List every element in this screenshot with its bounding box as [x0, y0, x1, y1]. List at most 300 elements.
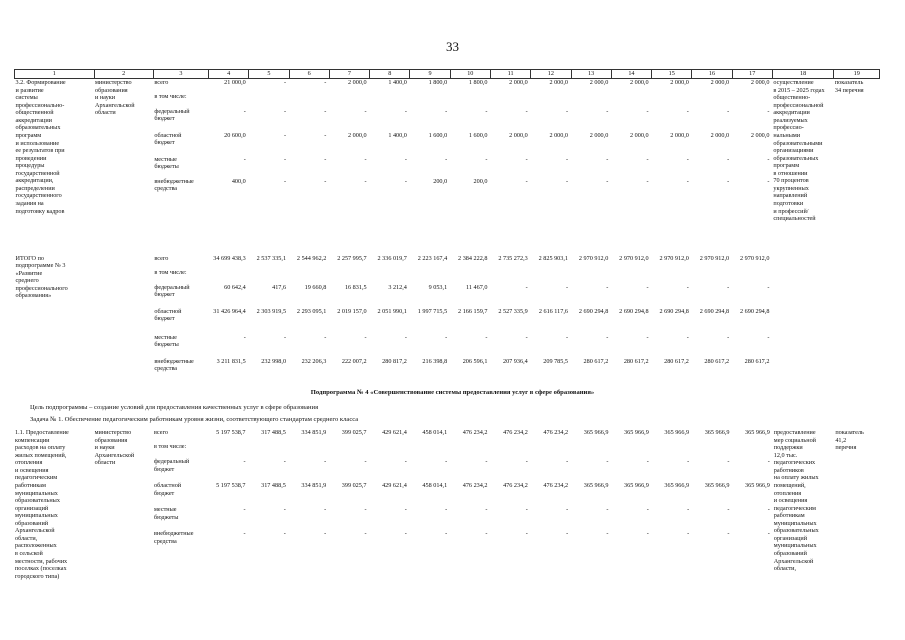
measure-1-1-result-line: на оплату жилых: [773, 474, 819, 482]
amount-cell: 365 966,9: [745, 429, 770, 436]
amount-cell: -: [283, 177, 287, 185]
amount-cell: [490, 269, 530, 284]
amount-cell: -: [767, 333, 770, 341]
amount-cell: 2 690 294,8: [740, 307, 770, 315]
measure-3-2-name-line: задания на: [15, 200, 44, 207]
funding-source-line: областной: [154, 307, 182, 315]
amount-cell: 399 025,7: [341, 482, 367, 489]
amount-cell: -: [324, 333, 327, 341]
amount-cell: -: [364, 458, 367, 465]
measure-1-1-name-line: организаций: [15, 504, 49, 512]
amount-cell: -: [485, 333, 488, 341]
amount-cell: 20 600,0: [224, 131, 246, 139]
measure-1-1-row: [14, 429, 880, 443]
amount-cell: -: [565, 333, 568, 341]
spacer-cell: [15, 246, 880, 255]
amount-cell: -: [525, 506, 528, 513]
funding-source: [153, 269, 208, 284]
amount-cell: 11 467,0: [466, 283, 488, 291]
amount-cell: 2 257 995,7: [337, 254, 367, 262]
amount-cell: [611, 269, 651, 284]
measure-1-1-name-line: и освещения: [15, 466, 49, 474]
amount-cell: 1 600,0: [428, 131, 448, 139]
amount-cell: -: [727, 283, 730, 291]
measure-3-2-row: [15, 79, 880, 93]
measure-3-2-executor-line: и науки: [95, 94, 116, 102]
measure-3-2-name-line: и использование: [15, 139, 60, 147]
amount-cell: [692, 93, 732, 108]
measure-1-1-name-line: отопления: [15, 459, 43, 467]
subprogram-3-total-name-line: образования»: [15, 292, 52, 300]
amount-cell: 476 234,2: [503, 429, 528, 436]
amount-cell: 1 400,0: [388, 131, 407, 139]
column-number: 5: [249, 70, 289, 79]
amount-cell: 2 000,0: [710, 131, 730, 139]
measure-1-1-name-line: расположенных: [15, 542, 57, 550]
column-number: 16: [692, 70, 732, 79]
amount-cell: -: [687, 458, 690, 465]
amount-cell: -: [525, 177, 528, 185]
measure-1-1-name-line: городского типа): [15, 572, 60, 580]
funding-source: [153, 429, 208, 443]
funding-source-line: бюджет: [154, 315, 175, 323]
amount-cell: -: [364, 155, 367, 163]
subprogram-3-total-row: [15, 255, 880, 269]
amount-cell: -: [324, 458, 327, 465]
measure-3-2-result-line: реализуемых: [773, 116, 808, 124]
amount-cell: [208, 269, 248, 284]
amount-cell: 429 621,4: [382, 482, 407, 489]
measure-1-1-name-line: муниципальных: [15, 512, 58, 520]
amount-cell: -: [525, 107, 528, 115]
measure-1-1-result-line: работников: [773, 466, 804, 474]
subprogram-goal: Цель подпрограммы – создание условий для предоставления качественных услуг в сфере образования: [30, 404, 319, 411]
amount-cell: 207 936,4: [502, 357, 528, 365]
amount-cell: 2 735 272,3: [498, 254, 528, 262]
subprogram-3-total-name-line: профессионального: [15, 284, 68, 292]
amount-cell: [531, 269, 571, 284]
column-number: 15: [652, 70, 692, 79]
measure-3-2-name-line: 3.2. Формирование: [15, 79, 66, 86]
amount-cell: [249, 93, 289, 108]
funding-source-line: бюджет: [154, 115, 175, 123]
measure-3-2-result-line: укрупненных: [773, 184, 809, 192]
amount-cell: 222 007,2: [341, 357, 367, 365]
measure-3-2-name-line: общественной: [15, 109, 54, 117]
amount-cell: -: [283, 79, 287, 86]
measure-1-1-result-line: муниципальных: [773, 519, 817, 527]
amount-cell: [490, 93, 530, 108]
amount-cell: -: [364, 107, 367, 115]
amount-cell: 280 617,2: [664, 357, 689, 365]
measure-3-2-result-line: 70 процентов: [773, 177, 809, 185]
amount-cell: 429 621,4: [382, 429, 407, 436]
amount-cell: -: [646, 177, 649, 185]
amount-cell: 2 000,0: [589, 79, 609, 86]
column-number: 17: [732, 70, 772, 79]
amount-cell: -: [243, 107, 246, 115]
amount-cell: -: [364, 333, 367, 341]
funding-source: [153, 308, 208, 334]
amount-cell: -: [525, 155, 528, 163]
funding-source-line: всего: [154, 429, 168, 436]
amount-cell: 476 234,2: [543, 429, 569, 436]
measure-1-1-name-line: образований: [15, 519, 49, 527]
funding-source: [153, 458, 208, 482]
amount-cell: -: [404, 506, 407, 513]
amount-cell: 2 970 912,0: [619, 254, 649, 262]
amount-cell: -: [727, 458, 730, 465]
amount-cell: -: [445, 107, 448, 115]
amount-cell: 2 051 990,1: [377, 307, 407, 315]
funding-source-line: в том числе:: [154, 443, 187, 450]
measure-3-2-executor-line: образования: [95, 86, 128, 94]
amount-cell: 209 785,5: [543, 357, 568, 365]
measure-3-2-result-line: специальностей: [773, 215, 816, 223]
amount-cell: [571, 443, 611, 458]
column-number-row: [15, 70, 880, 79]
measure-1-1-executor-line: образования: [94, 436, 128, 444]
amount-cell: 2 000,0: [348, 131, 367, 139]
amount-cell: 2 690 294,8: [619, 307, 649, 315]
amount-cell: [329, 443, 369, 458]
measure-3-2-name-line: аккредитации,: [15, 177, 54, 185]
amount-cell: -: [606, 530, 609, 537]
column-number: 12: [531, 70, 571, 79]
funding-source-line: внебюджетные: [154, 177, 194, 185]
amount-cell: -: [283, 107, 287, 115]
measure-3-2-result-line: образовательных: [773, 154, 819, 162]
amount-cell: 476 234,2: [462, 429, 488, 436]
measure-1-1-name-line: местности, рабочих: [15, 557, 68, 565]
column-number: 14: [611, 70, 651, 79]
amount-cell: -: [445, 333, 448, 341]
amount-cell: [329, 269, 369, 284]
measure-3-2-result-line: в 2015 – 2025 годах: [773, 86, 825, 94]
amount-cell: -: [727, 155, 730, 163]
amount-cell: -: [767, 107, 770, 115]
amount-cell: -: [686, 107, 689, 115]
amount-cell: 365 966,9: [583, 482, 609, 489]
amount-cell: -: [324, 155, 327, 163]
measure-3-2-result-line: организациями: [773, 147, 814, 155]
measure-3-2-indicator-line: показатель: [834, 79, 864, 86]
measure-1-1-name: [14, 429, 94, 638]
funding-source: [153, 132, 208, 156]
amount-cell: -: [485, 506, 488, 513]
amount-cell: 280 617,2: [744, 357, 770, 365]
amount-cell: 365 966,9: [664, 429, 690, 436]
measure-1-1-indicator: [834, 429, 880, 638]
amount-cell: -: [767, 177, 770, 185]
amount-cell: -: [243, 458, 246, 465]
funding-source: [153, 358, 208, 380]
amount-cell: [611, 443, 651, 458]
amount-cell: [289, 93, 329, 108]
column-number: 2: [94, 70, 153, 79]
measure-3-2-name-line: программ: [15, 131, 42, 139]
amount-cell: 2 000,0: [750, 79, 770, 86]
measure-3-2-name: [15, 79, 95, 246]
funding-source-line: бюджеты: [154, 163, 179, 171]
amount-cell: -: [566, 506, 569, 513]
amount-cell: [652, 269, 692, 284]
amount-cell: -: [364, 530, 367, 537]
funding-source: [153, 284, 208, 308]
funding-source-line: областной: [154, 131, 182, 139]
amount-cell: -: [445, 155, 448, 163]
amount-cell: -: [283, 155, 287, 163]
amount-cell: 1 997 715,5: [417, 307, 448, 315]
amount-cell: 2 000,0: [750, 131, 770, 139]
amount-cell: [249, 269, 289, 284]
amount-cell: -: [283, 131, 287, 139]
amount-cell: 365 966,9: [704, 482, 730, 489]
funding-source-line: бюджет: [154, 465, 175, 473]
amount-cell: 365 966,9: [583, 429, 609, 436]
amount-cell: [732, 93, 772, 108]
measure-3-2-executor-line: Архангельской: [95, 101, 135, 109]
amount-cell: -: [324, 79, 327, 86]
amount-cell: 2 616 117,6: [538, 307, 568, 315]
amount-cell: -: [646, 283, 649, 291]
amount-cell: -: [485, 530, 488, 537]
amount-cell: -: [243, 155, 246, 163]
measure-1-1-indicator-line: 41,2: [835, 436, 847, 444]
funding-source-line: местные: [154, 506, 177, 513]
subprogram-title: Подпрограмма № 4 «Совершенствование системы предоставления услуг в сфере образования»: [310, 389, 595, 396]
funding-source-line: всего: [154, 254, 169, 262]
measure-1-1-executor-line: Архангельской: [94, 451, 135, 459]
amount-cell: 2 825 903,1: [538, 254, 568, 262]
amount-cell: -: [727, 333, 730, 341]
amount-cell: -: [525, 458, 528, 465]
measure-1-1-result-line: Архангельской: [773, 557, 814, 565]
measure-3-2-result: [772, 79, 833, 246]
amount-cell: 2 690 294,8: [578, 307, 609, 315]
funding-source: [153, 178, 208, 246]
amount-cell: 1 800,0: [468, 79, 488, 86]
amount-cell: 2 000,0: [549, 131, 568, 139]
funding-source-line: федеральный: [154, 283, 190, 291]
amount-cell: 458 014,1: [422, 482, 448, 489]
amount-cell: -: [566, 458, 569, 465]
amount-cell: -: [606, 155, 609, 163]
measure-1-1-executor: [94, 429, 153, 638]
measure-1-1-result-line: 12,0 тыс.: [773, 451, 798, 459]
funding-source-line: федеральный: [154, 458, 190, 465]
amount-cell: -: [485, 107, 488, 115]
amount-cell: 2 527 335,9: [498, 307, 528, 315]
amount-cell: -: [525, 530, 528, 537]
measure-3-2-result-line: нальными: [773, 131, 801, 139]
amount-cell: [531, 93, 571, 108]
funding-source-line: средства: [154, 185, 178, 193]
measure-3-2-name-line: профессионально-: [15, 101, 65, 109]
funding-source-line: бюджеты: [154, 341, 179, 349]
amount-cell: -: [686, 177, 689, 185]
amount-cell: -: [606, 333, 609, 341]
amount-cell: -: [646, 155, 649, 163]
funding-source: [153, 482, 208, 506]
amount-cell: 399 025,7: [341, 429, 367, 436]
page-number: 33: [446, 39, 459, 54]
measure-1-1-name-line: жилых помещений,: [15, 451, 67, 459]
amount-cell: 2 970 912,0: [578, 254, 609, 262]
amount-cell: 2 544 962,2: [296, 254, 327, 262]
amount-cell: [370, 443, 410, 458]
amount-cell: -: [404, 177, 407, 185]
funding-source: [153, 530, 208, 638]
amount-cell: [652, 93, 692, 108]
measure-3-2-name-line: образовательных: [15, 124, 61, 132]
measure-1-1-result-line: мер социальной: [773, 436, 816, 444]
amount-cell: 365 966,9: [664, 482, 690, 489]
amount-cell: [611, 93, 651, 108]
amount-cell: 3 212,4: [388, 283, 407, 291]
measure-3-2-name-line: распределении: [15, 184, 55, 192]
subprogram-3-total-executor: [94, 255, 153, 380]
amount-cell: 476 234,2: [503, 482, 528, 489]
measure-1-1-indicator-line: перечня: [835, 444, 857, 452]
subprogram-task: Задача № 1. Обеспечение педагогическим работникам уровня жизни, соответствующего стандартам среднего класса: [30, 416, 359, 423]
subprogram-3-total-name-line: среднего: [15, 277, 39, 285]
measure-1-1-name-line: муниципальных: [15, 489, 58, 497]
amount-cell: -: [767, 458, 770, 465]
measure-3-2-name-line: проведении: [15, 154, 47, 162]
funding-source-line: федеральный: [154, 107, 190, 115]
amount-cell: 206 596,1: [462, 357, 488, 365]
amount-cell: -: [767, 530, 770, 537]
measure-1-1-result-line: и освещения: [773, 497, 808, 505]
funding-source: [153, 108, 208, 132]
measure-1-1-name-line: 1.1. Предоставление: [15, 429, 69, 436]
amount-cell: 280 617,2: [583, 357, 609, 365]
amount-cell: 334 851,9: [301, 482, 327, 489]
amount-cell: -: [404, 530, 407, 537]
measure-1-1-result-line: образований: [773, 550, 807, 557]
column-number: 10: [450, 70, 490, 79]
funding-source-line: бюджет: [154, 489, 175, 497]
amount-cell: -: [364, 506, 367, 513]
amount-cell: 9 053,1: [428, 283, 448, 291]
amount-cell: -: [767, 283, 770, 291]
amount-cell: [208, 443, 248, 458]
amount-cell: -: [283, 333, 287, 341]
measure-1-1-name-line: образовательных: [15, 497, 60, 505]
amount-cell: -: [606, 107, 609, 115]
funding-source: [153, 93, 208, 108]
funding-source-line: внебюджетные: [154, 530, 194, 537]
amount-cell: -: [283, 530, 286, 537]
amount-cell: -: [445, 530, 448, 537]
funding-source-line: внебюджетные: [154, 357, 194, 365]
amount-cell: 1 800,0: [428, 79, 448, 86]
amount-cell: -: [606, 177, 609, 185]
measure-1-1-name-line: в сельской: [15, 550, 43, 557]
amount-cell: 417,6: [272, 283, 287, 291]
measure-3-2-name-line: государственной: [15, 169, 60, 177]
funding-source-line: средства: [154, 537, 177, 545]
amount-cell: -: [686, 155, 689, 163]
amount-cell: -: [243, 506, 246, 513]
measure-3-2-result-line: программ: [773, 162, 800, 170]
amount-cell: -: [727, 107, 730, 115]
amount-cell: 2 166 159,7: [458, 307, 488, 315]
measure-3-2-name-line: аккредитации: [15, 116, 52, 124]
funding-source-line: местные: [154, 333, 177, 341]
amount-cell: [652, 443, 692, 458]
funding-source-line: всего: [154, 79, 169, 86]
measure-3-2-executor-line: министерство: [95, 79, 132, 86]
measure-3-2-executor: [94, 79, 153, 246]
amount-cell: [692, 269, 732, 284]
measure-1-1-result: [773, 429, 835, 638]
measure-3-2-result-line: профессиональной: [773, 101, 824, 109]
measure-3-2-result-line: направлений: [773, 192, 808, 200]
amount-cell: 2 000,0: [549, 79, 568, 86]
amount-cell: [732, 269, 772, 284]
measure-1-1-name-line: области,: [15, 534, 38, 542]
amount-cell: -: [324, 177, 327, 185]
measure-1-1-result-line: помещений,: [773, 481, 806, 489]
amount-cell: -: [525, 333, 528, 341]
amount-cell: -: [565, 177, 568, 185]
amount-cell: [692, 443, 732, 458]
amount-cell: [289, 443, 329, 458]
amount-cell: 317 488,5: [261, 482, 286, 489]
amount-cell: -: [485, 155, 488, 163]
measure-1-1-result-line: предоставление: [773, 429, 816, 436]
amount-cell: 2 970 912,0: [740, 254, 770, 262]
measure-1-1-result-line: муниципальных: [773, 542, 817, 550]
amount-cell: 2 000,0: [670, 131, 689, 139]
amount-cell: [732, 443, 772, 458]
column-number: 13: [571, 70, 611, 79]
amount-cell: 2 293 095,1: [296, 307, 327, 315]
amount-cell: 5 197 538,7: [216, 429, 246, 436]
amount-cell: 3 211 831,5: [216, 357, 246, 365]
funding-source-line: в том числе:: [154, 92, 187, 100]
column-number: 3: [153, 70, 208, 79]
amount-cell: -: [767, 506, 770, 513]
amount-cell: -: [404, 107, 407, 115]
measure-3-2-name-line: системы: [15, 94, 38, 102]
amount-cell: -: [727, 506, 730, 513]
amount-cell: [370, 93, 410, 108]
subprogram-3-total-name-line: «Развитие: [15, 269, 43, 277]
amount-cell: 280 817,2: [382, 357, 407, 365]
funding-source-line: средства: [154, 365, 178, 373]
measure-1-1-name-line: Архангельской: [15, 527, 55, 535]
measure-1-1-name-line: расходов на оплату: [15, 444, 66, 452]
measure-3-2-executor-line: области: [95, 109, 116, 117]
amount-cell: 31 426 964,4: [213, 307, 246, 315]
amount-cell: [289, 269, 329, 284]
amount-cell: 458 014,1: [422, 429, 448, 436]
subprogram-3-total-name-line: ИТОГО по: [15, 254, 44, 262]
spacer-row: [15, 246, 880, 255]
measure-1-1-result-line: образовательных: [773, 527, 819, 535]
program-table: [14, 69, 880, 380]
amount-cell: -: [606, 506, 609, 513]
measure-1-1-result-line: области,: [773, 565, 797, 573]
measure-1-1-result-line: отопления: [773, 489, 802, 497]
amount-cell: 60 642,4: [224, 283, 246, 291]
measure-3-2-result-line: образовательными: [773, 139, 823, 147]
amount-cell: 2 000,0: [630, 131, 649, 139]
amount-cell: -: [767, 155, 770, 163]
